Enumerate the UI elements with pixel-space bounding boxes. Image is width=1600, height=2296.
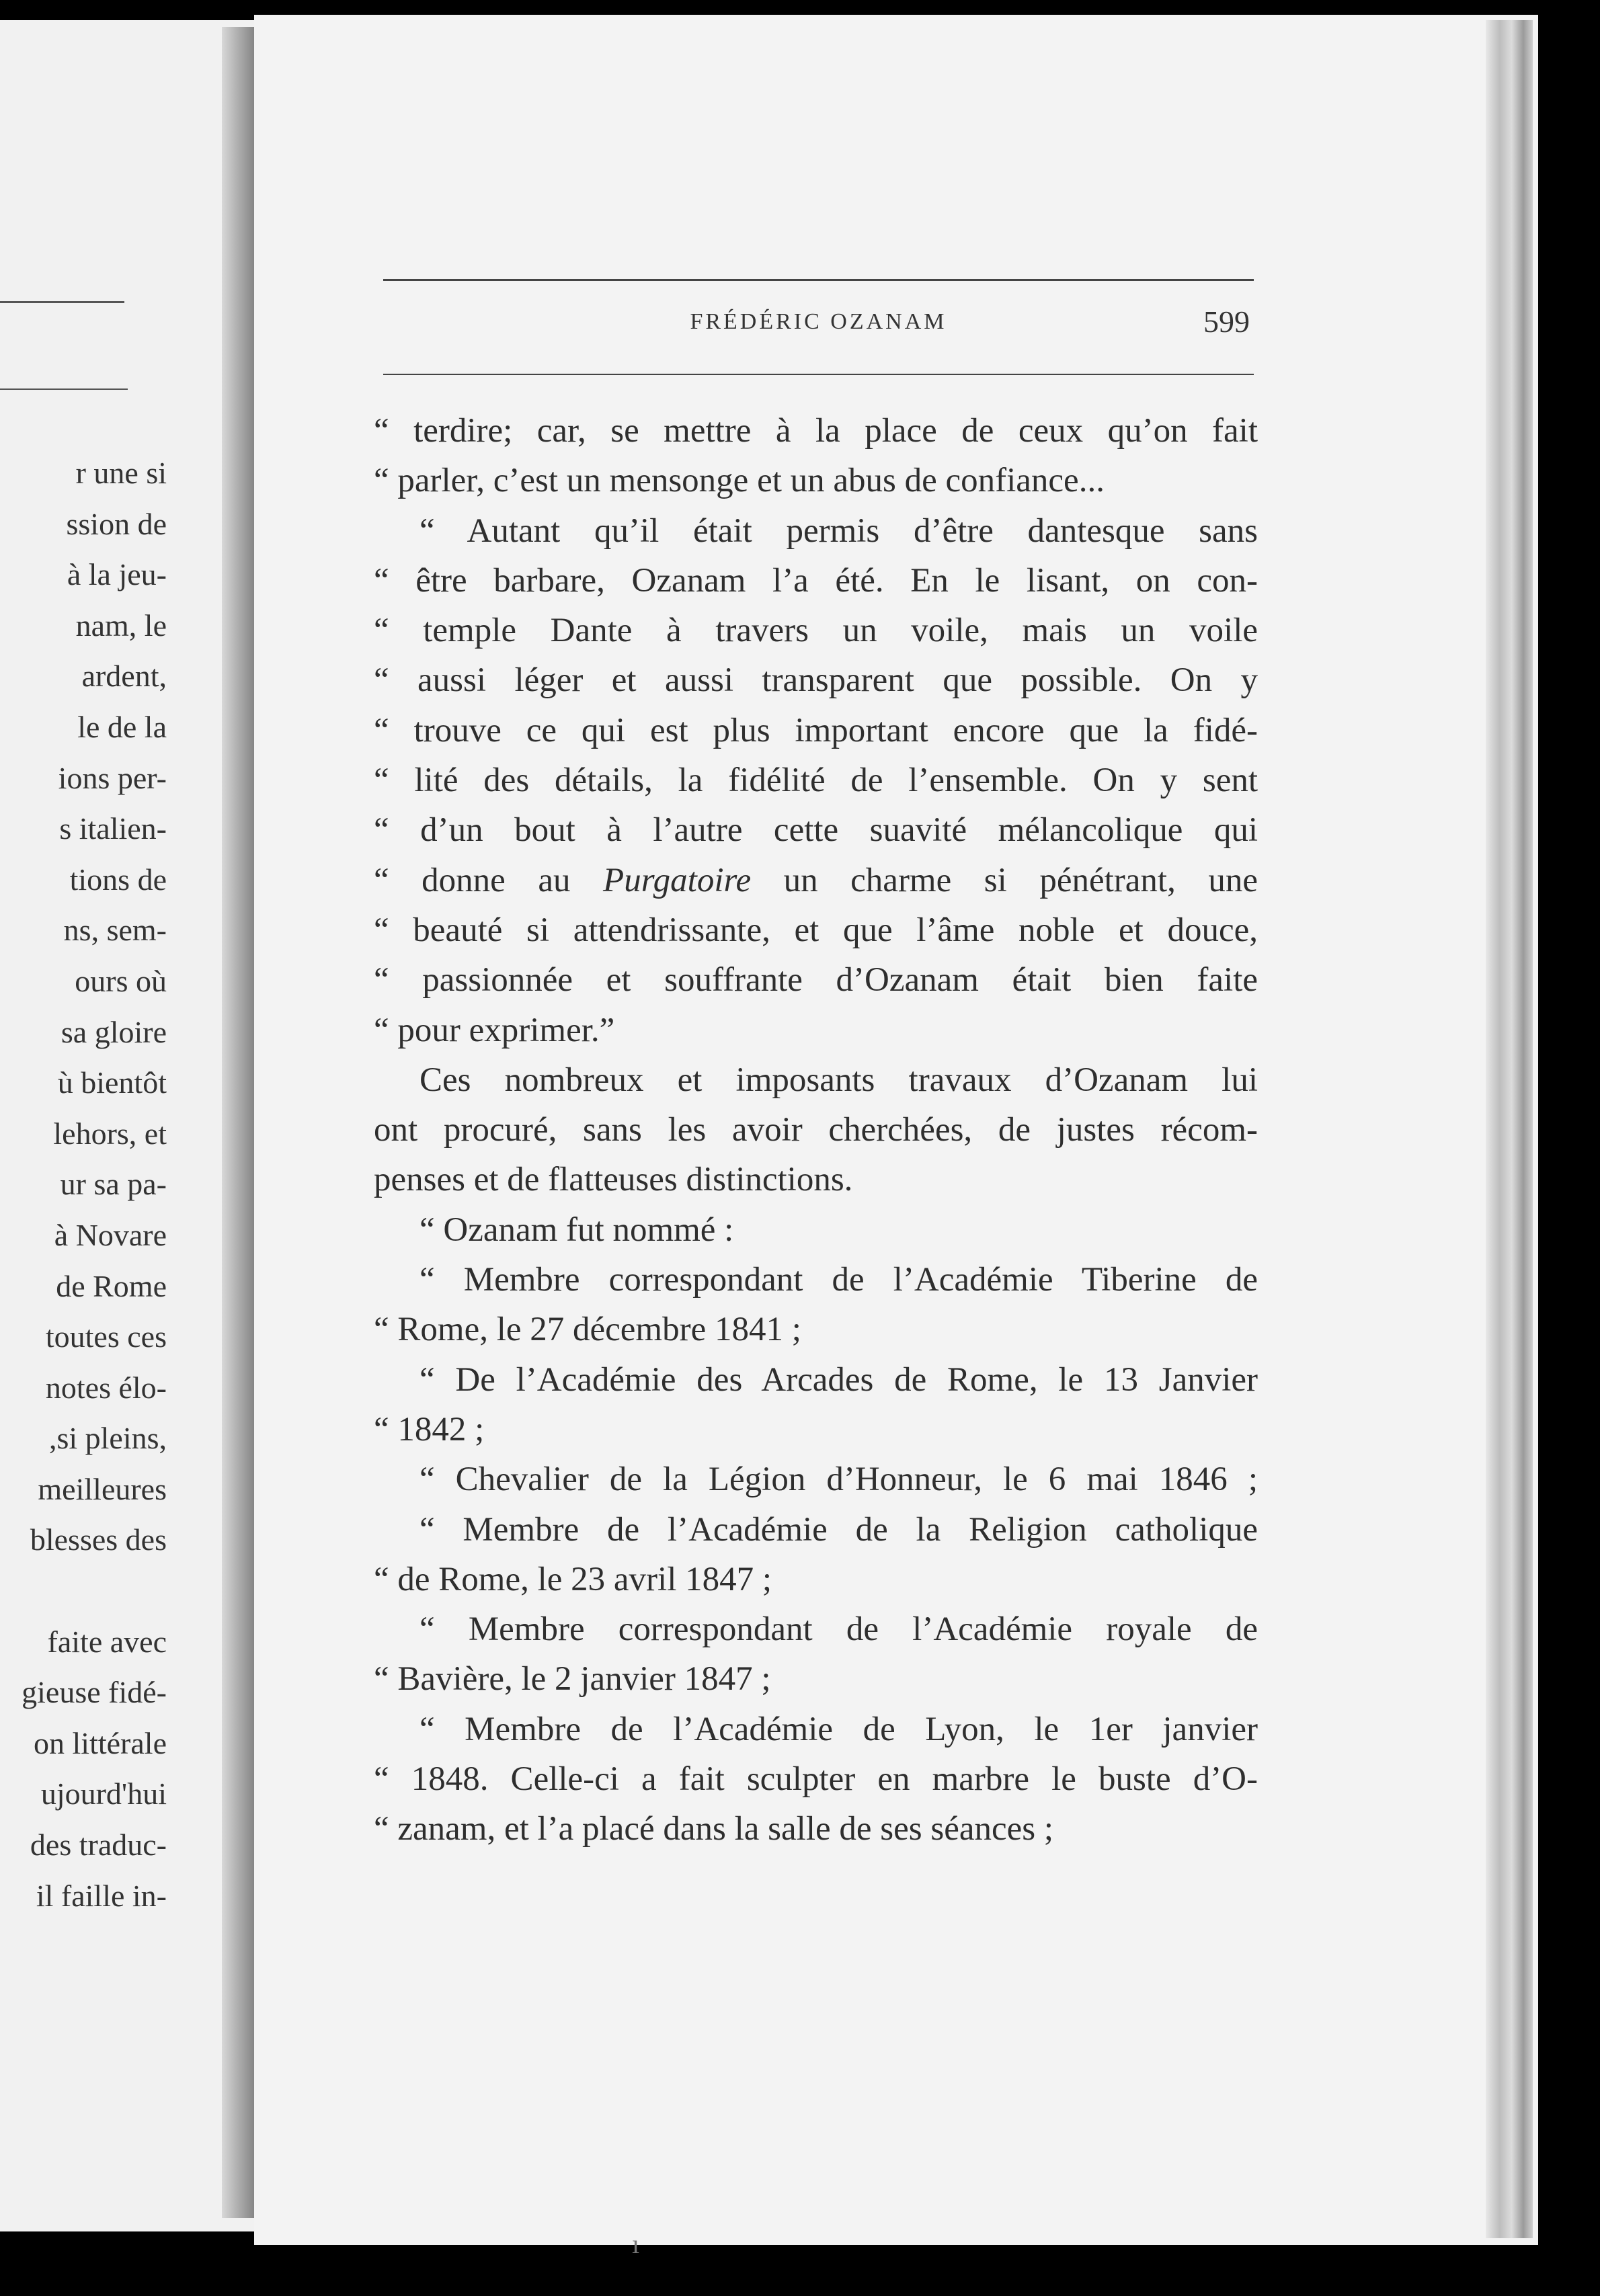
left-page-line: il faille in- xyxy=(36,1878,167,1913)
body-line: “ 1842 ; xyxy=(374,1410,485,1448)
body-line: “ donne au Purgatoire un charme si pénétrant, une xyxy=(374,861,1258,899)
left-page-line: ,si pleins, xyxy=(48,1421,167,1456)
header-rule-bottom xyxy=(383,374,1254,375)
left-page-line: à la jeu- xyxy=(67,557,167,592)
left-page-line: ssion de xyxy=(66,506,167,541)
body-line: “ Membre de l’Académie de la Religion catholique xyxy=(419,1510,1258,1549)
body-line: “ d’un bout à l’autre cette suavité mélancolique qui xyxy=(374,811,1258,850)
body-line: ont procuré, sans les avoir cherchées, de justes récom- xyxy=(374,1111,1258,1149)
left-page-line: ns, sem- xyxy=(63,913,167,948)
left-page-line: le de la xyxy=(77,709,167,744)
left-page-rule-bottom xyxy=(0,388,128,390)
left-page-line: sa gloire xyxy=(61,1014,167,1049)
left-page-line: on littérale xyxy=(34,1725,167,1760)
left-page-line: s italien- xyxy=(59,811,167,846)
body-line: “ Rome, le 27 décembre 1841 ; xyxy=(374,1311,801,1349)
left-page-line: ù bientôt xyxy=(57,1065,167,1100)
scan-mark: ı xyxy=(632,2229,640,2259)
body-line: “ Membre correspondant de l’Académie Tiberine de xyxy=(419,1261,1258,1299)
body-line: “ aussi léger et aussi transparent que possible. On y xyxy=(374,661,1258,700)
left-page-line: lehors, et xyxy=(53,1116,167,1151)
body-line: “ lité des détails, la fidélité de l’ensemble. On y sent xyxy=(374,762,1258,800)
body-line: “ beauté si attendrissante, et que l’âme noble et douce, xyxy=(374,911,1258,949)
body-line: “ terdire; car, se mettre à la place de ceux qu’on fait xyxy=(374,412,1258,450)
running-head-title: FRÉDÉRIC OZANAM xyxy=(690,309,947,334)
body-line: “ Membre correspondant de l’Académie royale de xyxy=(419,1610,1258,1649)
left-page-line: faite avec xyxy=(47,1624,167,1659)
body-line: “ Bavière, le 2 janvier 1847 ; xyxy=(374,1660,771,1698)
page-edges xyxy=(1486,20,1533,2238)
left-page-line: de Rome xyxy=(56,1268,167,1303)
left-page-line xyxy=(22,1565,167,1616)
body-line: “ 1848. Celle-ci a fait sculpter en marbre le buste d’O- xyxy=(374,1760,1258,1799)
body-line: “ temple Dante à travers un voile, mais un voile xyxy=(374,612,1258,650)
body-line: “ zanam, et l’a placé dans la salle de ses séances ; xyxy=(374,1810,1054,1848)
body-text xyxy=(374,406,1258,1854)
body-line: “ Ozanam fut nommé : xyxy=(419,1211,734,1249)
left-page-line: r une si xyxy=(75,456,167,490)
body-line: “ Membre de l’Académie de Lyon, le 1er janvier xyxy=(419,1710,1258,1748)
left-page-line: ujourd'hui xyxy=(40,1776,167,1811)
page-number: 599 xyxy=(1203,304,1250,339)
book-title-italic: Purgatoire xyxy=(603,861,752,899)
running-head xyxy=(383,304,1254,350)
previous-page-text xyxy=(22,448,167,1921)
left-page-line: toutes ces xyxy=(45,1319,167,1354)
left-page-line: à Novare xyxy=(54,1217,167,1252)
left-page-line: meilleures xyxy=(38,1471,167,1506)
left-page-line: tions de xyxy=(69,862,167,897)
left-page-line: ours où xyxy=(75,963,167,998)
body-line: “ passionnée et souffrante d’Ozanam était bien faite xyxy=(374,961,1258,999)
left-page-line: nam, le xyxy=(75,608,167,643)
body-line: “ Autant qu’il était permis d’être dantesque sans xyxy=(419,511,1258,550)
left-page-line: des traduc- xyxy=(30,1828,167,1862)
body-line: “ trouve ce qui est plus important encore que la fidé- xyxy=(374,711,1258,749)
left-page-line: blesses des xyxy=(30,1522,167,1557)
left-page-rule-top xyxy=(0,301,124,303)
body-line: penses et de flatteuses distinctions. xyxy=(374,1161,853,1199)
left-page-line: ardent, xyxy=(81,659,167,694)
left-page-line: gieuse fidé- xyxy=(22,1675,167,1710)
body-line: “ être barbare, Ozanam l’a été. En le lisant, on con- xyxy=(374,561,1258,600)
header-rule-top xyxy=(383,279,1254,281)
body-line: “ De l’Académie des Arcades de Rome, le 13 Janvier xyxy=(419,1360,1258,1399)
body-line: “ de Rome, le 23 avril 1847 ; xyxy=(374,1560,772,1598)
left-page-line: notes élo- xyxy=(45,1370,167,1405)
body-line: “ parler, c’est un mensonge et un abus de confiance... xyxy=(374,462,1105,500)
body-line: “ Chevalier de la Légion d’Honneur, le 6 mai 1846 ; xyxy=(419,1461,1258,1499)
body-line: “ pour exprimer.” xyxy=(374,1011,615,1049)
left-page-line: ions per- xyxy=(58,760,167,795)
left-page-line: ur sa pa- xyxy=(60,1167,167,1202)
body-line: Ces nombreux et imposants travaux d’Ozanam lui xyxy=(419,1061,1258,1099)
